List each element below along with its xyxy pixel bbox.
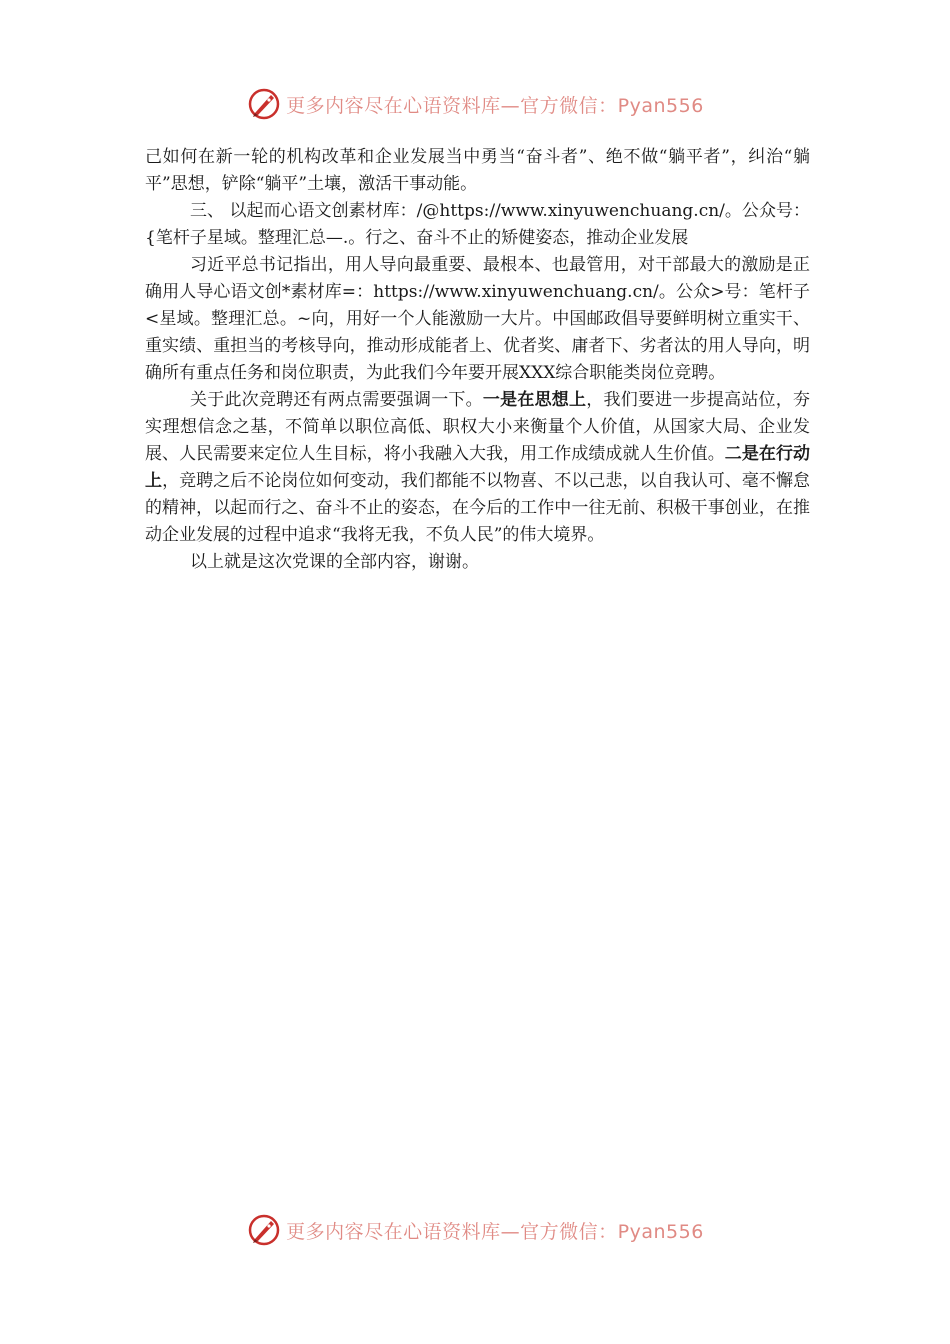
point-one-label: 一是在思想上 <box>482 390 587 410</box>
two-points-intro: 关于此次竞聘还有两点需要强调一下。 <box>190 390 483 410</box>
pen-logo-icon <box>246 1212 282 1248</box>
paragraph-two-points <box>145 387 810 549</box>
paragraph-talent-guidance: 习近平总书记指出，用人导向最重要、最根本、也最管用，对干部最大的激励是正确用人导心语文创*素材库=：https://www.xinyuwenchuang.cn/。公众>号：笔杆子<星域。整理汇总。~向，用好一个人能激励一大片。中国邮政倡导要鲜明树立重实干、重实绩、重担当的考核导向，推动形成能者上、优者奖、庸者下、劣者汰的用人导向，明确所有重点任务和岗位职责，为此我们今年要开展XXX综合职能类岗位竞聘。 <box>145 255 810 383</box>
paragraph-closing: 以上就是这次党课的全部内容，谢谢。 <box>190 552 479 572</box>
paragraph-continuation: 己如何在新一轮的机构改革和企业发展当中勇当“奋斗者”、绝不做“躺平者”，纠治“躺平”思想，铲除“躺平”土壤，激活干事动能。 <box>145 147 810 194</box>
section-heading-three: 三、 以起而心语文创素材库：/@https://www.xinyuwenchuang.cn/。公众号：{笔杆子星域。整理汇总—.。行之、奋斗不止的矫健姿态，推动企业发展 <box>145 201 810 248</box>
document-body <box>145 144 810 576</box>
point-one-text: ，我们要进一步提高站位，夯实理想信念之基，不简单以职位高低、职权大小来衡量个人价值，从国家大局、企业发展、人民需要来定位人生目标，将小我融入大我，用工作成绩成就人生价值。 <box>145 390 811 464</box>
footer-banner <box>0 1210 950 1250</box>
footer-banner-text: 更多内容尽在心语资料库—官方微信：Pyan556 <box>286 1220 704 1243</box>
header-banner-text: 更多内容尽在心语资料库—官方微信：Pyan556 <box>286 94 704 117</box>
header-banner <box>0 84 950 124</box>
pen-logo-icon <box>246 86 282 122</box>
point-two-text: ，竞聘之后不论岗位如何变动，我们都能不以物喜、不以己悲，以自我认可、毫不懈怠的精神，以起而行之、奋斗不止的姿态，在今后的工作中一往无前、积极干事创业，在推动企业发展的过程中追求“我将无我，不负人民”的伟大境界。 <box>145 471 811 545</box>
point-two-label: 二是在行动上 <box>145 444 811 491</box>
